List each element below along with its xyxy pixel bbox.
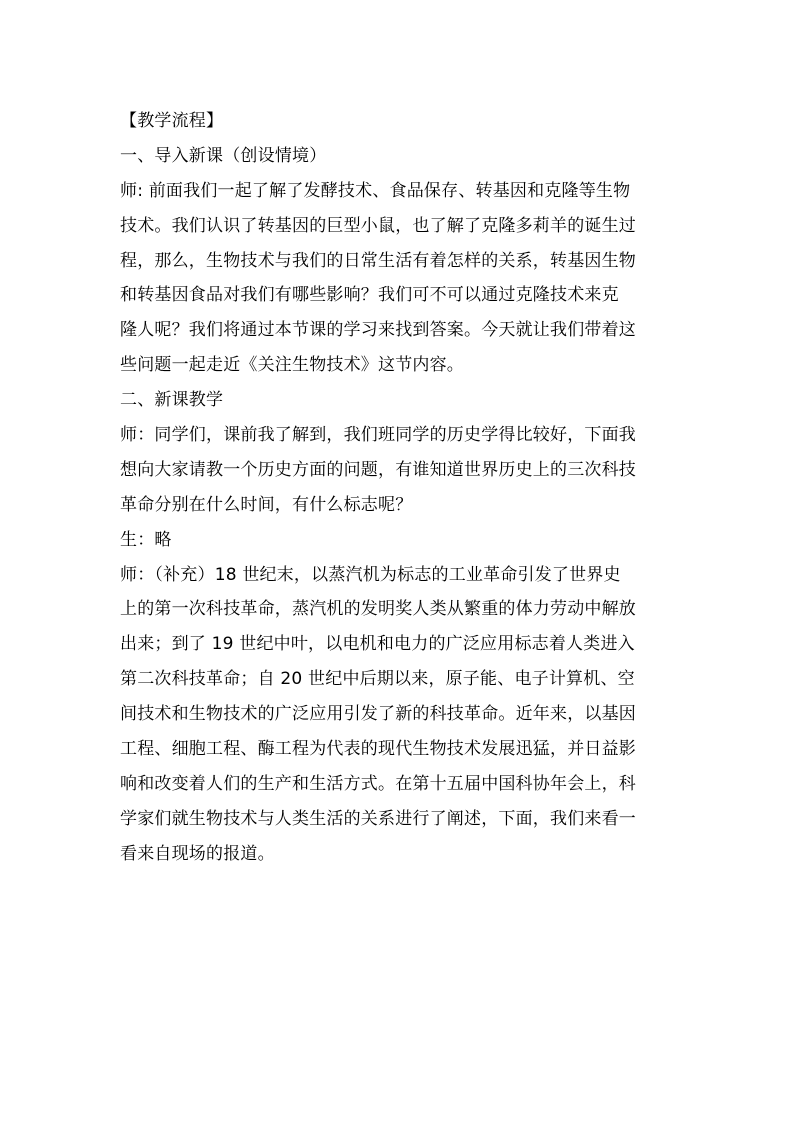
text-line: 想向大家请教一个历史方面的问题，有谁知道世界历史上的三次科技 xyxy=(120,459,636,480)
text-line: 生：略 xyxy=(120,529,172,550)
section-header-teaching-process: 【教学流程】 xyxy=(120,111,224,131)
document-body xyxy=(120,104,680,872)
heading-introduction: 一、导入新课（创设情境） xyxy=(120,145,327,166)
text-line: 师：（补充）18 世纪末，以蒸汽机为标志的工业革命引发了世界史 xyxy=(120,564,621,585)
text-line: 间技术和生物技术的广泛应用引发了新的科技革命。近年来，以基因 xyxy=(120,704,636,725)
text-line: 和转基因食品对我们有哪些影响？我们可不可以通过克隆技术来克 xyxy=(120,285,619,306)
text-line: 看来自现场的报道。 xyxy=(120,843,275,864)
text-line: 革命分别在什么时间，有什么标志呢？ xyxy=(120,494,413,515)
text-line: 工程、细胞工程、酶工程为代表的现代生物技术发展迅猛，并日益影 xyxy=(120,739,636,760)
text-line: 技术。我们认识了转基因的巨型小鼠，也了解了克隆多莉羊的诞生过 xyxy=(120,215,636,236)
text-line: 第二次科技革命；自 20 世纪中后期以来，原子能、电子计算机、空 xyxy=(120,669,635,690)
text-line: 些问题一起走近《关注生物技术》这节内容。 xyxy=(120,355,464,376)
text-line: 响和改变着人们的生产和生活方式。在第十五届中国科协年会上，科 xyxy=(120,773,636,794)
text-line: 师: 前面我们一起了解了发酵技术、食品保存、转基因和克隆等生物 xyxy=(120,180,631,201)
heading-new-lesson: 二、新课教学 xyxy=(120,390,224,411)
text-line: 学家们就生物技术与人类生活的关系进行了阐述，下面，我们来看一 xyxy=(120,808,636,829)
text-line: 出来；到了 19 世纪中叶，以电机和电力的广泛应用标志着人类进入 xyxy=(120,634,635,655)
text-line: 隆人呢？我们将通过本节课的学习来找到答案。今天就让我们带着这 xyxy=(120,320,636,341)
text-line: 上的第一次科技革命，蒸汽机的发明奖人类从繁重的体力劳动中解放 xyxy=(120,599,636,620)
text-line: 程，那么，生物技术与我们的日常生活有着怎样的关系，转基因生物 xyxy=(120,250,636,271)
text-line: 师：同学们，课前我了解到，我们班同学的历史学得比较好，下面我 xyxy=(120,425,636,446)
